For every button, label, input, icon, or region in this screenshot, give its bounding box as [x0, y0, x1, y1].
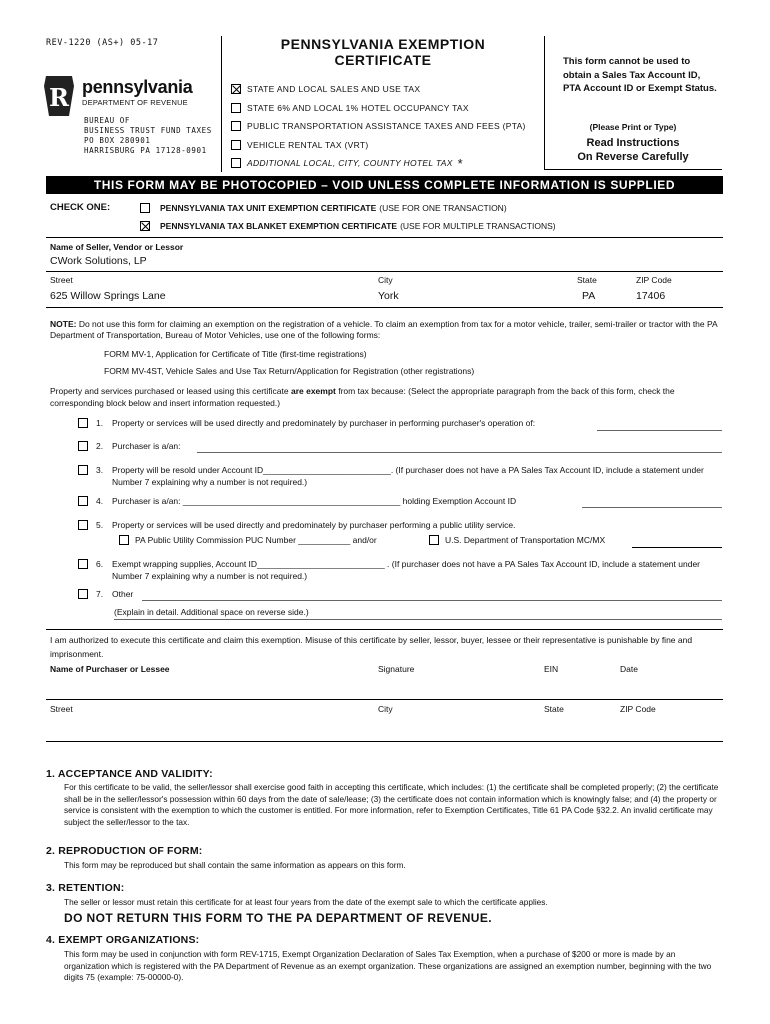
bureau-line: BUSINESS TRUST FUND TAXES — [84, 126, 212, 135]
checkbox[interactable] — [140, 203, 150, 213]
asterisk: * — [457, 155, 464, 171]
intro-text: Property and services purchased or leased using this certificate — [50, 386, 289, 396]
purchaser-zip-label: ZIP Code — [620, 704, 656, 714]
checkbox[interactable] — [231, 103, 241, 113]
reason-5-puc[interactable] — [119, 534, 377, 546]
reason-text: Purchaser is a/an: ______________________________________________ holding Exemption Account ID — [112, 496, 517, 506]
checkbox[interactable] — [231, 84, 241, 94]
divider — [46, 629, 723, 630]
blanket-certificate-option[interactable] — [140, 221, 556, 231]
reason-number: 4. — [96, 496, 104, 506]
unit-certificate-option[interactable] — [140, 203, 507, 213]
reason-1-line[interactable] — [597, 430, 722, 431]
bureau-line: BUREAU OF — [84, 116, 131, 125]
seller-state-field[interactable]: PA — [582, 290, 596, 302]
seller-city-label: City — [378, 275, 393, 285]
seller-zip-field[interactable]: 17406 — [636, 290, 666, 302]
read-instructions — [548, 136, 718, 164]
reason-intro — [50, 385, 722, 409]
checkbox[interactable] — [78, 441, 88, 451]
tax-type-local-hotel[interactable] — [231, 154, 541, 173]
checkbox[interactable] — [78, 496, 88, 506]
reason-5-dot[interactable] — [429, 534, 605, 546]
form-mv1: FORM MV-1, Application for Certificate of Title (first-time registrations) — [104, 349, 367, 359]
divider — [46, 699, 723, 700]
do-not-return-notice: DO NOT RETURN THIS FORM TO THE PA DEPARTMENT OF REVENUE. — [64, 911, 492, 925]
reason-7-line-2[interactable] — [114, 619, 722, 620]
instruction-text: The seller or lessor must retain this certificate for at least four years from the date of the exempt sale to which the certificate applies. — [64, 897, 548, 907]
checkbox[interactable] — [78, 465, 88, 475]
keystone-logo-icon — [44, 76, 74, 116]
seller-street-label: Street — [50, 275, 73, 285]
reason-5[interactable] — [78, 519, 723, 531]
reason-text: Property will be resold under Account ID___________________________. (If purchaser does not have a PA Sales Tax Account ID, include a statement under Number 7 explaining why a number is not required.) — [112, 465, 704, 487]
read-line: On Reverse Carefully — [577, 151, 689, 163]
option-note: (USE FOR ONE TRANSACTION) — [379, 203, 507, 213]
dot-text: U.S. Department of Transportation MC/MX — [445, 535, 606, 545]
instruction-heading: 1. ACCEPTANCE AND VALIDITY: — [46, 768, 213, 780]
reason-number: 6. — [96, 559, 104, 569]
reason-text: Exempt wrapping supplies, Account ID___________________________ . (If purchaser does not have a PA Sales Tax Account ID, include a statement under Number 7 explaining why a number is not required.) — [112, 559, 700, 581]
reason-text: Purchaser is a/an: — [112, 441, 181, 451]
checkbox[interactable] — [78, 589, 88, 599]
tax-type-label: VEHICLE RENTAL TAX (VRT) — [247, 139, 369, 150]
checkbox[interactable] — [429, 535, 439, 545]
divider — [46, 237, 723, 238]
form-number: REV-1220 (AS+) 05-17 — [46, 38, 159, 48]
purchaser-city-label: City — [378, 704, 393, 714]
checkbox[interactable] — [231, 140, 241, 150]
ein-label: EIN — [544, 664, 559, 674]
title-line: CERTIFICATE — [334, 52, 432, 68]
reason-4[interactable] — [78, 495, 558, 507]
reason-6[interactable] — [78, 558, 723, 582]
reason-2[interactable] — [78, 440, 218, 452]
tax-type-label: PUBLIC TRANSPORTATION ASSISTANCE TAXES AND FEES (PTA) — [247, 121, 526, 132]
checkbox[interactable] — [140, 221, 150, 231]
mcmx-line[interactable] — [632, 547, 722, 548]
instruction-heading: 2. REPRODUCTION OF FORM: — [46, 845, 203, 857]
tax-type-list — [231, 80, 541, 173]
seller-state-label: State — [577, 275, 597, 285]
intro-text: from tax because: (Select the appropriate paragraph from the back of this form, check the corresponding block below and insert information requested.) — [50, 386, 675, 408]
reason-4-line[interactable] — [582, 507, 722, 508]
tax-type-label: STATE AND LOCAL SALES AND USE TAX — [247, 84, 421, 95]
bureau-line: PO BOX 280901 — [84, 136, 151, 145]
read-line: Read Instructions — [586, 137, 680, 149]
checkbox[interactable] — [231, 121, 241, 131]
form-mv4st: FORM MV-4ST, Vehicle Sales and Use Tax Return/Application for Registration (other registrations) — [104, 366, 475, 376]
tax-type-label: STATE 6% AND LOCAL 1% HOTEL OCCUPANCY TAX — [247, 102, 469, 113]
instruction-text: This form may be used in conjunction with form REV-1715, Exempt Organization Declaration of Sales Tax Exemption, when a purchase of $200 or more is made by an organization which is registered with the PA Department of Revenue as an exempt organization. These organizations are assigned an exemption number, beginning with the two digits 75 (example: 75-00000-0). — [64, 949, 712, 982]
seller-name-field[interactable]: CWork Solutions, LP — [50, 255, 147, 267]
reason-7-explain: (Explain in detail. Additional space on reverse side.) — [114, 607, 309, 617]
divider — [46, 741, 723, 742]
logo-department: DEPARTMENT OF REVENUE — [82, 98, 188, 107]
checkbox[interactable] — [78, 520, 88, 530]
page-title — [222, 36, 544, 68]
purchaser-state-label: State — [544, 704, 564, 714]
instruction-heading: 4. EXEMPT ORGANIZATIONS: — [46, 934, 200, 946]
divider — [46, 307, 723, 308]
reason-3[interactable] — [78, 464, 723, 488]
purchaser-street-label: Street — [50, 704, 73, 714]
print-type-note: (Please Print or Type) — [589, 122, 677, 132]
logo-name: pennsylvania — [82, 77, 193, 97]
checkbox[interactable] — [119, 535, 129, 545]
checkbox[interactable] — [231, 158, 241, 168]
bureau-address — [84, 116, 212, 156]
tax-type-vrt[interactable] — [231, 136, 541, 155]
instruction-text: This form may be reproduced but shall contain the same information as appears on this form. — [64, 860, 406, 870]
reason-text: Other — [112, 589, 134, 599]
reason-7[interactable] — [78, 588, 198, 600]
divider — [46, 271, 723, 272]
signature-label: Signature — [378, 664, 415, 674]
reason-1[interactable] — [78, 417, 598, 429]
seller-city-field[interactable]: York — [378, 290, 399, 302]
option-title: PENNSYLVANIA TAX UNIT EXEMPTION CERTIFICATE — [160, 203, 377, 213]
banner: THIS FORM MAY BE PHOTOCOPIED – VOID UNLESS COMPLETE INFORMATION IS SUPPLIED — [46, 176, 723, 194]
tax-type-pta[interactable] — [231, 117, 541, 136]
reason-number: 1. — [96, 418, 104, 428]
tax-type-label: ADDITIONAL LOCAL, CITY, COUNTY HOTEL TAX — [247, 158, 453, 169]
seller-street-field[interactable]: 625 Willow Springs Lane — [50, 290, 166, 302]
reason-2-line[interactable] — [197, 452, 722, 453]
reason-text: Property or services will be used directly and predominately by purchaser performing a public utility service. — [112, 520, 516, 530]
tax-type-hotel-occupancy[interactable] — [231, 99, 541, 118]
reason-text: Property or services will be used directly and predominately by purchaser in performing purchaser's operation of: — [112, 418, 536, 428]
reason-number: 7. — [96, 589, 104, 599]
instruction-text: For this certificate to be valid, the seller/lessor shall exercise good faith in accepting this certificate, which includes: (1) the certificate shall be completed properly; (2) the certificate shall be in the seller/lessor's possession within 60 days from the date of sale/lease; (3) the certificate does not contain information which is knowingly false; and (4) the property or service is consistent with the exemption to which the customer is entitled. For more information, refer to Exemption Certificates, Title 61 PA Code §32.2. An invalid certificate may subject the seller/lessor to the tax. — [64, 782, 719, 827]
seller-name-label: Name of Seller, Vendor or Lessor — [50, 242, 184, 252]
checkbox[interactable] — [78, 559, 88, 569]
option-note: (USE FOR MULTIPLE TRANSACTIONS) — [400, 221, 556, 231]
logo-letter: R — [49, 83, 69, 112]
intro-bold: are exempt — [290, 386, 336, 396]
instruction-heading: 3. RETENTION: — [46, 882, 125, 894]
option-title: PENNSYLVANIA TAX BLANKET EXEMPTION CERTIFICATE — [160, 221, 398, 231]
reason-number: 3. — [96, 465, 104, 475]
vehicle-note — [50, 319, 722, 341]
bureau-line: HARRISBURG PA 17128-0901 — [84, 146, 207, 155]
check-one-label: CHECK ONE: — [50, 202, 111, 213]
note-lead: NOTE: — [50, 319, 77, 329]
date-label: Date — [620, 664, 638, 674]
notice-text: This form cannot be used to obtain a Sales Tax Account ID, PTA Account ID or Exempt Status. — [563, 56, 717, 94]
authorization-statement: I am authorized to execute this certificate and claim this exemption. Misuse of this certificate by seller, lessor, buyer, lessee or their representative is punishable by fine and imprisonment. — [50, 635, 693, 659]
seller-zip-label: ZIP Code — [636, 275, 672, 285]
title-line: PENNSYLVANIA EXEMPTION — [280, 36, 486, 52]
puc-text: PA Public Utility Commission PUC Number ___________ and/or — [135, 535, 377, 545]
tax-type-sales-use[interactable] — [231, 80, 541, 99]
reason-number: 5. — [96, 520, 104, 530]
purchaser-name-label: Name of Purchaser or Lessee — [50, 664, 170, 674]
checkbox[interactable] — [78, 418, 88, 428]
reason-number: 2. — [96, 441, 104, 451]
note-text: Do not use this form for claiming an exemption on the registration of a vehicle. To claim an exemption from tax for a motor vehicle, trailer, semi-trailer or tractor with the PA Department of Transportation, Bureau of Motor Vehicles, use one of the following forms: — [50, 319, 718, 340]
reason-7-line[interactable] — [142, 600, 722, 601]
